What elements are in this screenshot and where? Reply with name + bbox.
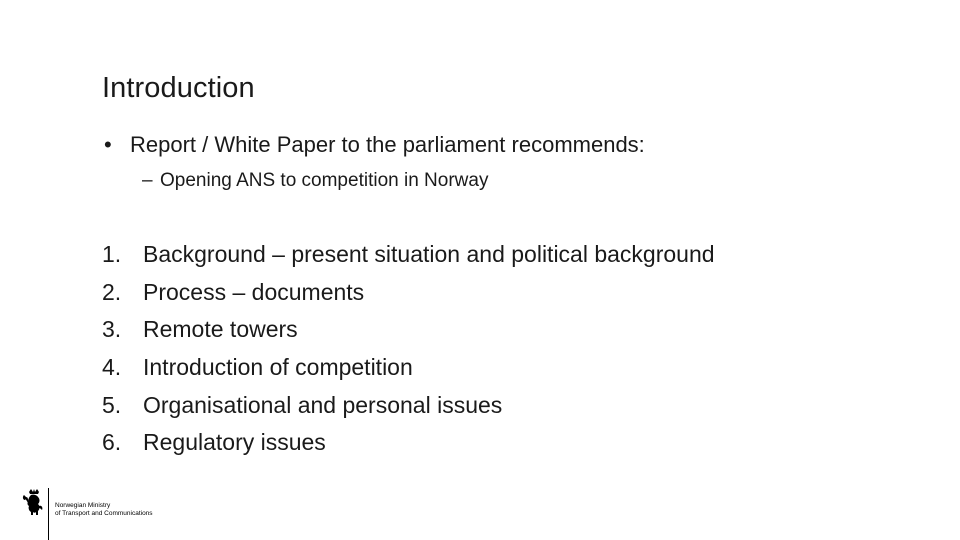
- sub-bullet-item: [142, 170, 488, 192]
- footer-org-name: [55, 502, 153, 517]
- list-item: [102, 386, 715, 424]
- slide-title: Introduction: [102, 72, 255, 104]
- list-item: [102, 311, 715, 349]
- sub-bullet-text: Opening ANS to competition in Norway: [160, 170, 489, 191]
- list-item-number: 6.: [102, 429, 122, 456]
- list-item-text: Introduction of competition: [143, 354, 413, 381]
- sub-bullet-marker: –: [142, 170, 153, 191]
- list-item: [102, 274, 715, 312]
- list-item-text: Regulatory issues: [143, 429, 326, 456]
- list-item-number: 3.: [102, 316, 122, 343]
- list-item: [102, 424, 715, 462]
- list-item: [102, 349, 715, 387]
- list-item-number: 1.: [102, 241, 122, 268]
- footer-org-line1: Norwegian Ministry: [55, 502, 111, 509]
- list-item-text: Background – present situation and political background: [143, 241, 715, 268]
- list-item-number: 2.: [102, 278, 122, 305]
- bullet-marker: •: [104, 132, 112, 157]
- list-item-text: Organisational and personal issues: [143, 391, 503, 418]
- list-item: [102, 236, 715, 274]
- list-item-number: 5.: [102, 391, 122, 418]
- list-item-text: Remote towers: [143, 316, 298, 343]
- norwegian-lion-crest-icon: [22, 488, 46, 518]
- list-item-text: Process – documents: [143, 278, 365, 305]
- list-item-number: 4.: [102, 354, 122, 381]
- bullet-text: Report / White Paper to the parliament recommends:: [130, 132, 645, 157]
- numbered-list: [102, 236, 715, 462]
- bullet-item: [104, 132, 645, 158]
- footer-org-line2: of Transport and Communications: [55, 509, 153, 517]
- footer-divider: [48, 488, 49, 540]
